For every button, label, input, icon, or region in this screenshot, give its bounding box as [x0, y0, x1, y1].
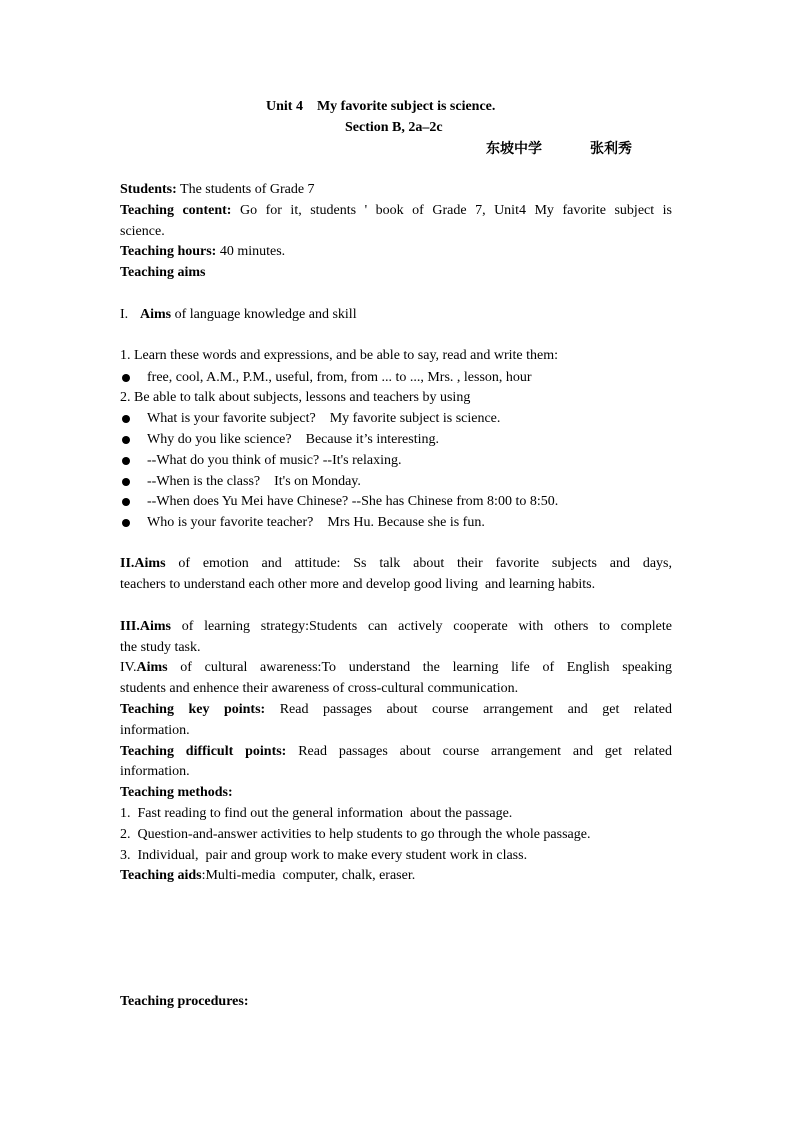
bullet-text: --When does Yu Mei have Chinese? --She has Chinese from 8:00 to 8:50. [147, 494, 559, 510]
teaching-content-label: Teaching content: [120, 202, 232, 218]
aim-2-numeral: II. [120, 556, 135, 572]
aim-1-text: of language knowledge and skill [171, 306, 357, 322]
document-title: Unit 4 My favorite subject is science. [266, 99, 496, 114]
aim-1-point-2: 2. Be able to talk about subjects, lessons and teachers by using [120, 389, 471, 405]
difficult-points-text: Read passages about course arrangement and get related [286, 743, 672, 759]
bullet-text: Why do you like science? Because it’s interesting. [147, 431, 439, 447]
teaching-content-line [120, 201, 672, 222]
aim-2-text: of emotion and attitude: Ss talk about their favorite subjects and days, [165, 556, 672, 572]
school-name: 东坡中学 [486, 141, 542, 157]
aim-4-text: of cultural awareness:To understand the learning life of English speaking [167, 660, 672, 676]
bullet-icon [122, 415, 130, 423]
aim-3-text: of learning strategy:Students can actively cooperate with others to complete [170, 618, 672, 634]
aim-4-line-2: students and enhence their awareness of cross-cultural communication. [120, 681, 519, 697]
students-value: The students of Grade 7 [176, 182, 315, 197]
teaching-aids-label: Teaching aids [120, 868, 202, 884]
aim-3-numeral: III. [120, 618, 140, 634]
teaching-hours-label: Teaching hours: [120, 244, 217, 260]
aim-1-numeral: I. [120, 306, 129, 322]
bullet-icon [122, 478, 130, 486]
teaching-methods-heading: Teaching methods: [120, 785, 233, 801]
bullet-text: --When is the class? It's on Monday. [147, 473, 361, 489]
teaching-aids-line [120, 866, 672, 887]
aim-1-point-1: 1. Learn these words and expressions, and be able to say, read and write them: [120, 348, 559, 364]
key-points-label: Teaching key points: [120, 701, 266, 717]
bullet-text: Who is your favorite teacher? Mrs Hu. Because she is fun. [147, 515, 485, 531]
aim-2-line-2: teachers to understand each other more and develop good living and learning habits. [120, 577, 596, 593]
lesson-plan-body [120, 180, 672, 887]
aim-4-line-1 [120, 658, 672, 679]
teacher-name: 张利秀 [590, 141, 632, 157]
bullet-icon [122, 519, 130, 527]
difficult-points-label: Teaching difficult points: [120, 743, 287, 759]
key-points-line-1 [120, 700, 672, 721]
bullet-icon [122, 457, 130, 465]
list-item [120, 450, 672, 471]
aim-1-heading [120, 305, 672, 326]
aim-3-label: Aims [139, 618, 171, 634]
list-item [120, 367, 672, 388]
difficult-points-line-2: information. [120, 764, 190, 780]
teaching-hours-value: 40 minutes. [216, 244, 286, 260]
teaching-content-line-2: science. [120, 223, 165, 239]
list-item [120, 492, 672, 513]
teaching-aids-value: :Multi-media computer, chalk, eraser. [201, 868, 416, 884]
bullet-text: What is your favorite subject? My favorite subject is science. [147, 411, 501, 427]
bullet-text: free, cool, A.M., P.M., useful, from, from ... to ..., Mrs. , lesson, hour [147, 369, 532, 385]
bullet-icon [122, 436, 130, 444]
aim-2-line-1 [120, 554, 672, 575]
list-item [120, 430, 672, 451]
aim-4-numeral: IV. [120, 660, 137, 676]
list-item: 2. Question-and-answer activities to help students to go through the whole passage. [120, 826, 591, 842]
aim-3-line-1 [120, 617, 672, 638]
key-points-line-2: information. [120, 722, 190, 738]
bullet-text: --What do you think of music? --It's relaxing. [147, 452, 402, 468]
bullet-icon [122, 374, 130, 382]
aim-1-label: Aims [140, 306, 172, 322]
teaching-procedures-heading: Teaching procedures: [120, 994, 249, 1009]
list-item: 1. Fast reading to find out the general information about the passage. [120, 805, 513, 821]
list-item: 3. Individual, pair and group work to make every student work in class. [120, 847, 528, 863]
aim-4-label: Aims [136, 660, 168, 676]
aim-2-label: Aims [134, 556, 166, 572]
bullet-icon [122, 498, 130, 506]
key-points-text: Read passages about course arrangement and get related [265, 701, 672, 717]
aim-3-line-2: the study task. [120, 639, 201, 655]
list-item [120, 471, 672, 492]
students-line [120, 180, 672, 201]
students-label: Students: [120, 182, 177, 197]
teaching-content-value: Go for it, students ' book of Grade 7, Unit4 My favorite subject is [231, 202, 672, 218]
teaching-aims-heading: Teaching aims [120, 265, 206, 281]
section-subtitle: Section B, 2a–2c [345, 120, 443, 135]
list-item [120, 409, 672, 430]
list-item [120, 513, 672, 534]
difficult-points-line-1 [120, 742, 672, 763]
teaching-hours-line [120, 242, 672, 263]
